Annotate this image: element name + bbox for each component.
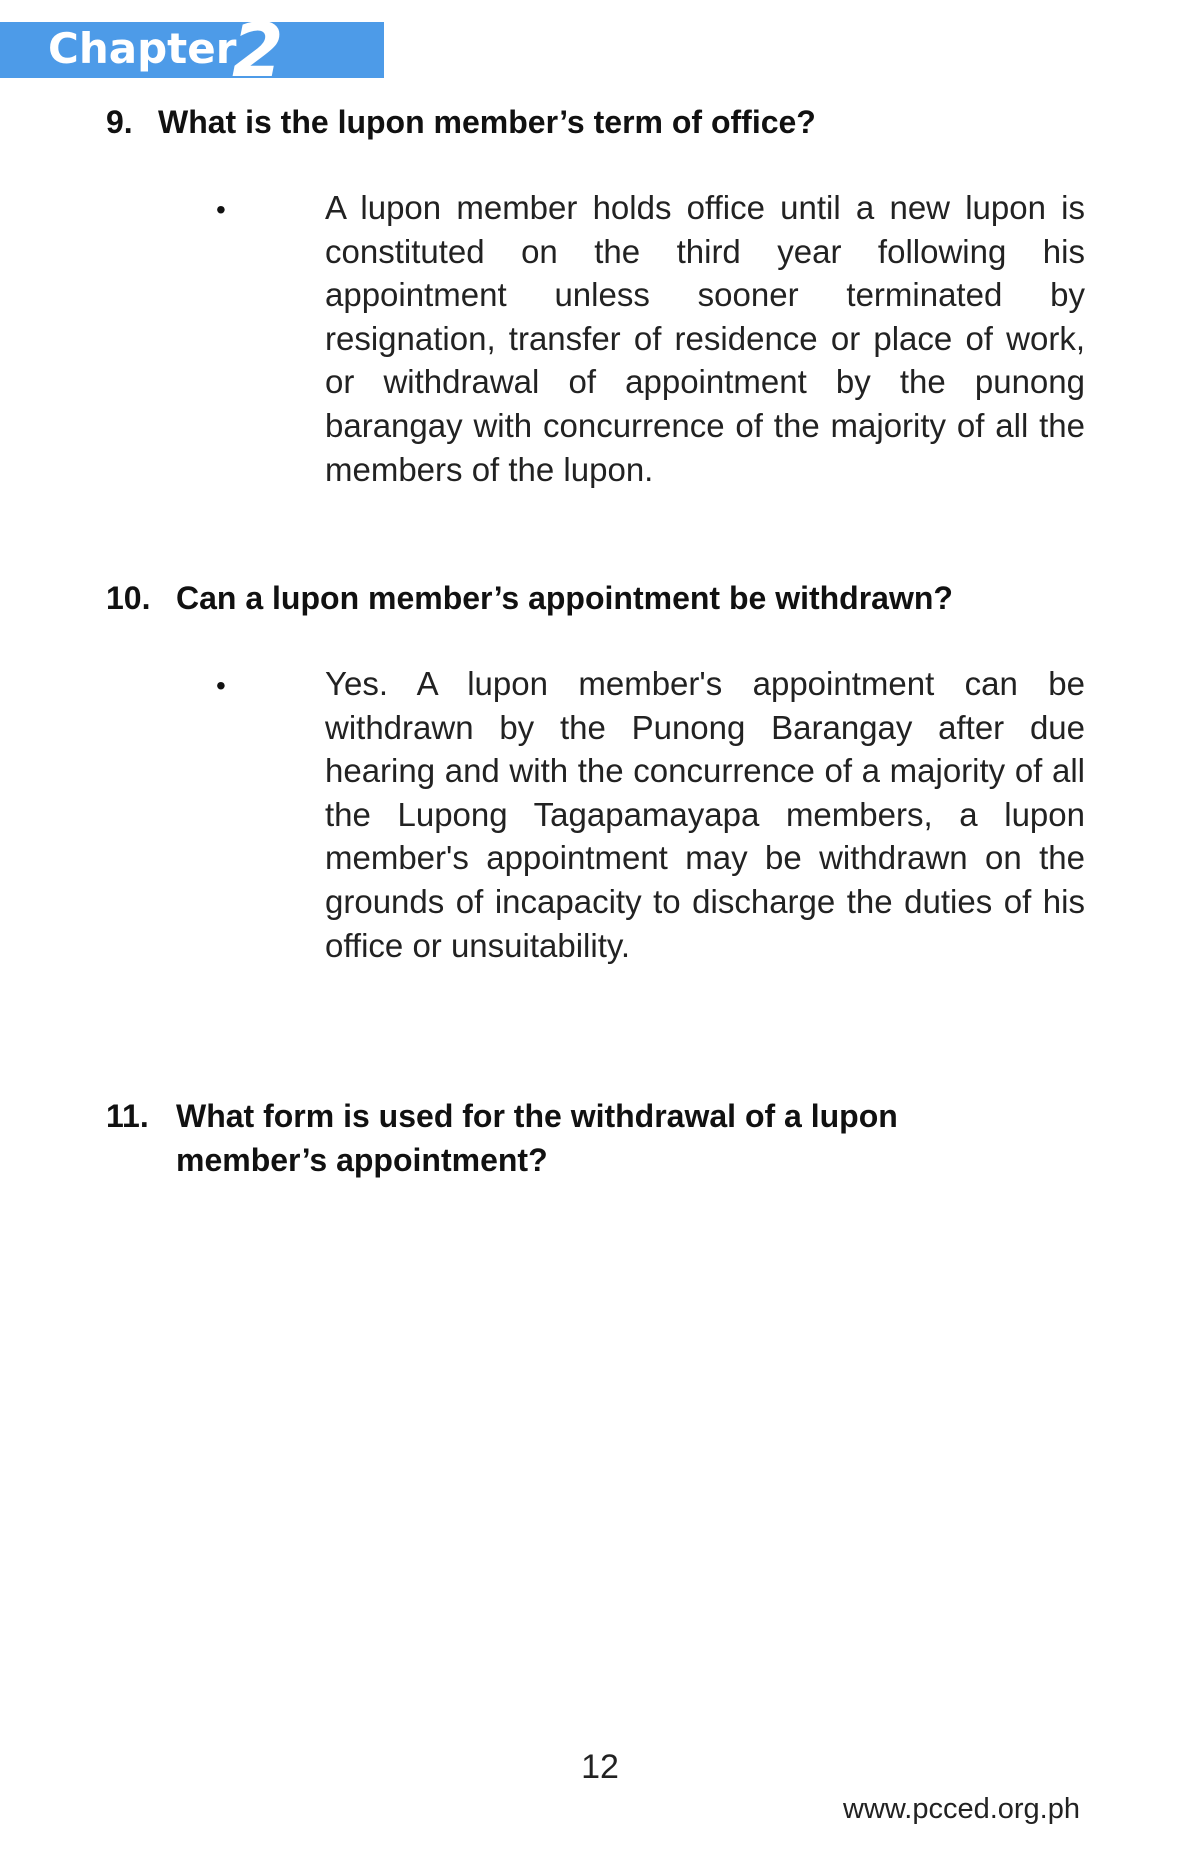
bullet-icon: • [216,670,226,701]
question-number: 11. [106,1098,149,1134]
bullet-icon: • [216,194,226,225]
chapter-banner [0,8,384,94]
question-number: 10. [106,580,151,616]
question-text: Can a lupon member’s appointment be withdrawn? [176,580,953,616]
question-heading-11 [106,1094,1106,1182]
footer-url: www.pcced.org.ph [843,1793,1080,1825]
chapter-number: 2 [232,8,284,94]
answer-text-10: Yes. A lupon member's appointment can be withdrawn by the Punong Barangay after due hearing and with the concurrence of a majority of all the Lupong Tagapamayapa members, a lupon member's appointment may be withdrawn on the grounds of incapacity to discharge the duties of his office or unsuitability. [325,665,1085,964]
answer-text-9: A lupon member holds office until a new lupon is constituted on the third year following his appointment unless sooner terminated by resignation, transfer of residence or place of work, or withdrawal of appointment by the punong barangay with concurrence of the majority of all the members of the lupon. [325,189,1085,488]
question-text: What is the lupon member’s term of office? [158,104,816,140]
question-number: 9. [106,104,133,140]
question-text: What form is used for the withdrawal of a lupon member’s appointment? [176,1098,898,1178]
chapter-label: Chapter [48,24,237,73]
question-heading-9 [106,100,1106,144]
question-heading-10 [106,576,1106,620]
page-number: 12 [581,1748,619,1786]
